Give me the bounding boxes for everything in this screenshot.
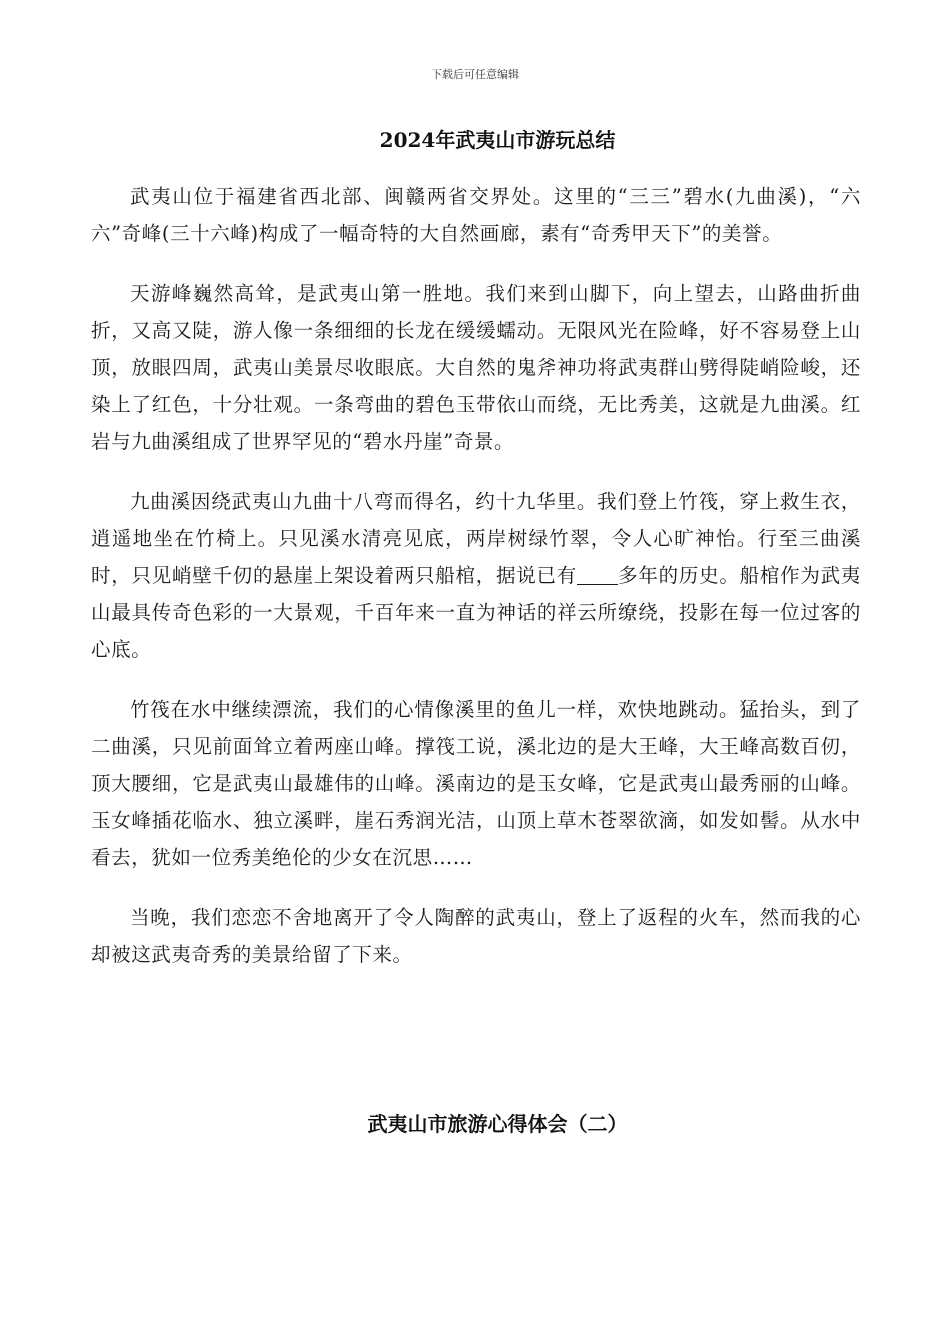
- paragraph-bamboo-raft: 竹筏在水中继续漂流，我们的心情像溪里的鱼儿一样，欢快地跳动。猛抬头，到了二曲溪，只见前面耸立着两座山峰。撑筏工说，溪北边的是大王峰，大王峰高数百仞，顶大腰细，它是武夷山最雄伟的山峰。溪南边的是玉女峰，它是武夷山最秀丽的山峰。玉女峰插花临水、独立溪畔，崖石秀润光洁，山顶上草木苍翠欲滴，如发如髻。从水中看去，犹如一位秀美绝伦的少女在沉思……: [91, 698, 861, 869]
- section-subtitle: 武夷山市旅游心得体会（二）: [367, 1112, 628, 1136]
- paragraph-text-before-blank: 九曲溪因绕武夷山九曲十八弯而得名，约十九华里。我们登上竹筏，穿上救生衣，逍遥地坐在竹椅上。只见溪水清亮见底，两岸树绿竹翠，令人心旷神怡。行至三曲溪时，只见峭壁千仞的悬崖上架设着两只船棺，据说已有: [91, 490, 861, 587]
- document-title: 2024年武夷山市游玩总结: [379, 128, 616, 152]
- document-body: [91, 178, 861, 996]
- paragraph-intro: 武夷山位于福建省西北部、闽赣两省交界处。这里的“三三”碧水(九曲溪)，“六六”奇峰(三十六峰)构成了一幅奇特的大自然画廊，素有“奇秀甲天下”的美誉。: [91, 185, 861, 245]
- paragraph-departure: 当晚，我们恋恋不舍地离开了令人陶醉的武夷山，登上了返程的火车，然而我的心却被这武夷奇秀的美景给留了下来。: [91, 906, 861, 966]
- paragraph-text-after-blank: 多年的历史。船棺作为武夷山最具传奇色彩的一大景观，千百年来一直为神话的祥云所缭绕，投影在每一位过客的心底。: [91, 564, 862, 661]
- fill-in-blank: [577, 564, 618, 585]
- header-note: 下载后可任意编辑: [431, 68, 519, 81]
- paragraph-nine-bend-stream: [91, 483, 861, 668]
- paragraph-tianyou-peak: 天游峰巍然高耸，是武夷山第一胜地。我们来到山脚下，向上望去，山路曲折曲折，又高又陡，游人像一条细细的长龙在缓缓蠕动。无限风光在险峰，好不容易登上山顶，放眼四周，武夷山美景尽收眼底。大自然的鬼斧神功将武夷群山劈得陡峭险峻，还染上了红色，十分壮观。一条弯曲的碧色玉带依山而绕，无比秀美，这就是九曲溪。红岩与九曲溪组成了世界罕见的“碧水丹崖”奇景。: [91, 282, 861, 453]
